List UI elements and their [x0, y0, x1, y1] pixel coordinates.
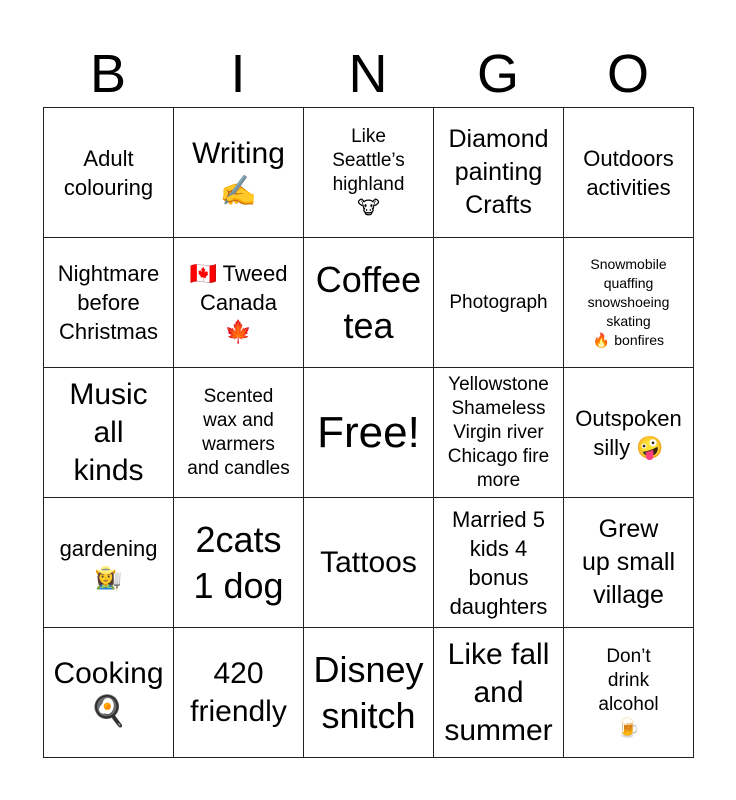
bingo-cell-text: gardening 👩‍🌾: [59, 535, 158, 590]
bingo-cell[interactable]: [174, 108, 304, 238]
bingo-cell-text: Cooking 🍳: [53, 656, 164, 728]
bingo-cell-text: Like fall and summer: [444, 637, 553, 747]
bingo-cell[interactable]: [44, 238, 174, 368]
bingo-cell[interactable]: [564, 368, 694, 498]
bingo-cell-text: Married 5 kids 4 bonus daughters: [449, 506, 548, 619]
bingo-cell[interactable]: [564, 108, 694, 238]
bingo-cell[interactable]: [434, 498, 564, 628]
bingo-cell[interactable]: [44, 498, 174, 628]
bingo-cell-text: Writing ✍️: [192, 136, 285, 208]
bingo-board: [43, 107, 694, 758]
bingo-cell-text: Disney snitch: [313, 648, 424, 736]
bingo-cell-text: Tattoos: [320, 545, 417, 579]
bingo-cell-text: Like Seattle’s highland 🐮: [332, 125, 405, 219]
bingo-cell[interactable]: [174, 368, 304, 498]
bingo-row: [44, 498, 694, 628]
bingo-cell-text: Coffee tea: [315, 258, 422, 346]
bingo-cell-text: Free!: [317, 407, 420, 457]
bingo-cell-text: 2cats 1 dog: [193, 518, 284, 606]
bingo-cell-text: Snowmobile quaffing snowshoeing skating 🔥 bonfires: [587, 256, 670, 348]
bingo-cell-text: Adult colouring: [63, 145, 154, 200]
bingo-cell-text: Outspoken silly 🤪: [575, 405, 682, 460]
bingo-cell-text: Photograph: [449, 291, 548, 313]
bingo-header: [43, 40, 693, 108]
bingo-cell[interactable]: [434, 108, 564, 238]
bingo-cell-text: Diamond painting Crafts: [448, 125, 549, 219]
bingo-cell[interactable]: [44, 628, 174, 758]
bingo-cell[interactable]: [174, 628, 304, 758]
bingo-cell[interactable]: [304, 238, 434, 368]
bingo-cell[interactable]: [174, 238, 304, 368]
bingo-cell-text: Scented wax and warmers and candles: [187, 385, 290, 479]
bingo-cell-text: 🇨🇦 Tweed Canada 🍁: [189, 261, 288, 344]
bingo-cell[interactable]: [434, 238, 564, 368]
bingo-row: [44, 368, 694, 498]
header-letter-g: G: [476, 44, 519, 104]
header-letter-n: N: [348, 44, 388, 104]
bingo-cell[interactable]: [304, 628, 434, 758]
header-letter-i: I: [230, 44, 246, 104]
bingo-cell-text: Yellowstone Shameless Virgin river Chicago fire more: [447, 373, 550, 491]
bingo-cell[interactable]: [304, 108, 434, 238]
header-letter-o: O: [606, 44, 649, 104]
bingo-cell[interactable]: [44, 108, 174, 238]
bingo-row: [44, 628, 694, 758]
bingo-cell[interactable]: [304, 498, 434, 628]
bingo-row: [44, 238, 694, 368]
bingo-cell[interactable]: [44, 368, 174, 498]
bingo-cell-text: Music all kinds: [69, 377, 148, 487]
bingo-cell-text: Outdoors activities: [583, 145, 674, 200]
bingo-cell-text: 420 friendly: [190, 656, 287, 728]
bingo-cell[interactable]: [304, 368, 434, 498]
bingo-cell[interactable]: [434, 628, 564, 758]
bingo-cell-text: Don’t drink alcohol 🍺: [598, 645, 659, 739]
bingo-cell[interactable]: [174, 498, 304, 628]
bingo-row: [44, 108, 694, 238]
header-letter-b: B: [89, 44, 127, 104]
bingo-cell-text: Grew up small village: [581, 515, 676, 609]
bingo-cell[interactable]: [434, 368, 564, 498]
bingo-cell[interactable]: [564, 238, 694, 368]
bingo-cell-text: Nightmare before Christmas: [57, 261, 160, 344]
bingo-cell[interactable]: [564, 628, 694, 758]
bingo-cell[interactable]: [564, 498, 694, 628]
